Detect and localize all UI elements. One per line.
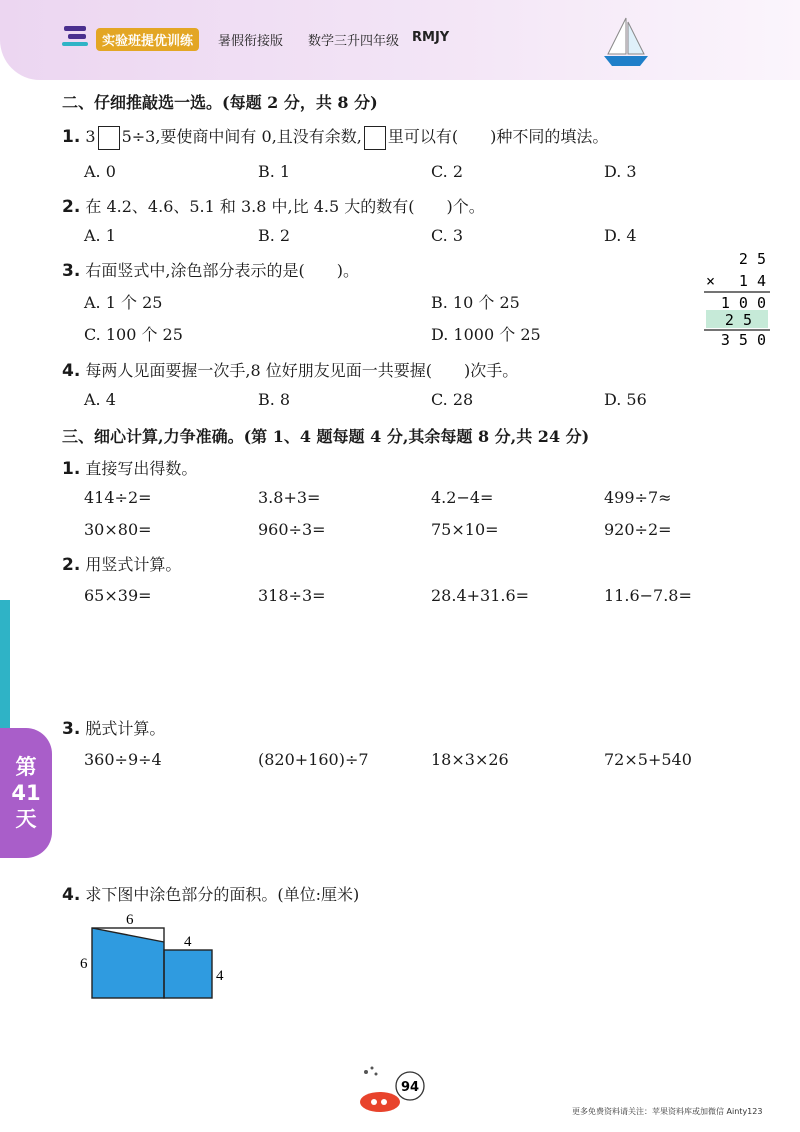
question-number: 2.: [62, 555, 81, 575]
option-a[interactable]: A. 1 个 25: [84, 293, 163, 312]
footer-note: 更多免费资料请关注：苹果资料库或加微信 Ainty123: [572, 1107, 763, 1116]
day-tab: [0, 728, 52, 858]
option-a[interactable]: A. 4: [84, 390, 116, 409]
sailboat-icon: [598, 14, 654, 70]
question-text: 右面竖式中,涂色部分表示的是( )。: [85, 261, 359, 280]
calc-item: 72×5+540: [604, 750, 692, 769]
calc-item: (820+160)÷7: [258, 750, 369, 769]
question-2-2: [62, 194, 485, 217]
label-mid: 4: [184, 934, 192, 950]
calc-item: 920÷2=: [604, 520, 672, 539]
label-top: 6: [126, 912, 134, 928]
option-d[interactable]: D. 56: [604, 390, 647, 409]
calc-item: 30×80=: [84, 520, 152, 539]
question-2-1: [62, 124, 608, 150]
option-c[interactable]: C. 3: [431, 226, 464, 245]
logo-icon: [62, 22, 92, 48]
calc-item: 318÷3=: [258, 586, 326, 605]
label-right: 4: [216, 968, 224, 984]
times-sign: ×: [706, 272, 716, 290]
question-text: 每两人见面要握一次手,8 位好朋友见面一共要握( )次手。: [85, 361, 519, 380]
option-b[interactable]: B. 2: [258, 226, 291, 245]
calc-item: 414÷2=: [84, 488, 152, 507]
question-text-part: 5÷3,要使商中间有 0,且没有余数,: [121, 127, 362, 146]
side-color-strip: [0, 600, 10, 728]
question-number: 3.: [62, 261, 81, 281]
section-2-title: 二、仔细推敲选一选。(每题 2 分，共 8 分): [62, 93, 378, 112]
question-3-3: [62, 716, 165, 739]
calc-item: 499÷7≈: [604, 488, 672, 507]
option-a[interactable]: A. 1: [84, 226, 116, 245]
option-b[interactable]: B. 8: [258, 390, 291, 409]
product: 3 5 0: [720, 331, 766, 348]
code-label: RMJY: [412, 30, 450, 45]
question-number: 4.: [62, 361, 81, 381]
question-text-part: 里可以有( )种不同的填法。: [387, 127, 609, 146]
calc-item: 11.6−7.8=: [604, 586, 692, 605]
question-3-4: [62, 882, 359, 905]
vertical-multiplication: [700, 248, 772, 348]
answer-box[interactable]: [98, 126, 120, 150]
question-text: 脱式计算。: [85, 719, 166, 738]
partial-product-1: 1 0 0: [720, 294, 766, 312]
section-3-title: 三、细心计算,力争准确。(第 1、4 题每题 4 分,其余每题 8 分,共 24 分): [62, 427, 590, 446]
edition-label: 暑假衔接版: [218, 34, 284, 49]
answer-box[interactable]: [364, 126, 386, 150]
day-tab-line3: 天: [15, 807, 37, 831]
question-number: 2.: [62, 197, 81, 217]
calc-item: 18×3×26: [431, 750, 509, 769]
submarine-icon: [350, 1062, 430, 1116]
calc-item: 4.2−4=: [431, 488, 494, 507]
calc-item: 28.4+31.6=: [431, 586, 530, 605]
option-c[interactable]: C. 100 个 25: [84, 325, 183, 344]
option-d[interactable]: D. 4: [604, 226, 637, 245]
calc-item: 3.8+3=: [258, 488, 321, 507]
day-tab-line2: 41: [11, 781, 41, 805]
question-text: 在 4.2、4.6、5.1 和 3.8 中,比 4.5 大的数有( )个。: [85, 197, 485, 216]
grade-label: 数学三升四年级: [308, 34, 400, 49]
question-text: 用竖式计算。: [85, 555, 182, 574]
option-b[interactable]: B. 10 个 25: [431, 293, 520, 312]
option-c[interactable]: C. 28: [431, 390, 474, 409]
question-2-4: [62, 358, 518, 381]
question-text-part: 3: [85, 127, 96, 146]
question-number: 1.: [62, 459, 81, 479]
calc-item: 75×10=: [431, 520, 499, 539]
question-number: 4.: [62, 885, 81, 905]
multiplicand: 2 5: [738, 250, 766, 268]
day-tab-line1: 第: [15, 755, 37, 779]
label-left: 6: [80, 956, 88, 972]
question-number: 3.: [62, 719, 81, 739]
page-number: 94: [400, 1080, 420, 1095]
question-3-2: [62, 552, 181, 575]
option-b[interactable]: B. 1: [258, 162, 291, 181]
calc-item: 65×39=: [84, 586, 152, 605]
option-d[interactable]: D. 3: [604, 162, 637, 181]
question-text: 求下图中涂色部分的面积。(单位:厘米): [85, 885, 360, 904]
brand-label: 实验班提优训练: [96, 28, 199, 51]
option-d[interactable]: D. 1000 个 25: [431, 325, 541, 344]
question-text: 直接写出得数。: [85, 459, 198, 478]
calc-item: 960÷3=: [258, 520, 326, 539]
shaded-area-figure: [74, 910, 234, 1002]
calc-item: 360÷9÷4: [84, 750, 162, 769]
multiplier: 1 4: [738, 272, 766, 290]
option-a[interactable]: A. 0: [84, 162, 116, 181]
question-2-3: [62, 258, 359, 281]
question-3-1: [62, 456, 197, 479]
partial-product-2: 2 5: [724, 311, 752, 329]
page-header: [0, 0, 800, 80]
option-c[interactable]: C. 2: [431, 162, 464, 181]
question-number: 1.: [62, 127, 81, 147]
